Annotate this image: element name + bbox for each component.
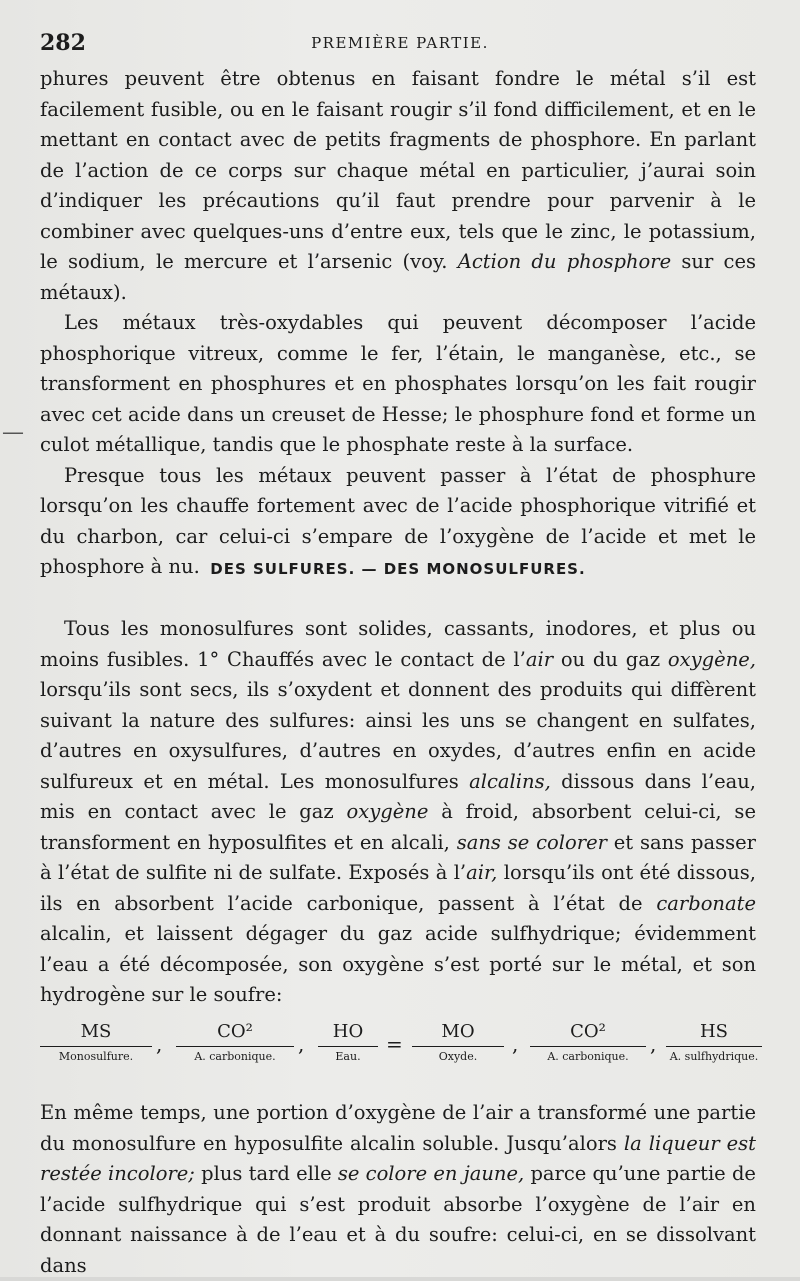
equation-comma: , <box>298 1032 305 1056</box>
paragraph: Tous les monosulfures sont solides, cassants, inodores, et plus ou moins fusibles. 1° Chauffés avec le contact de l’air ou du gaz oxygène, lorsqu’ils sont secs, ils s’oxydent et donnent des produits qui diffèrent suivant la nature des sulfures: ainsi les uns se changent en sulfates, d’autres en oxysulfures, d’autres en oxydes, d’autres enfin en acide sulfureux et en métal. Les monosulfures alcalins, dissous dans l’eau, mis en contact avec le gaz oxygène à froid, absorbent celui-ci, se transforment en hyposulfites et en alcali, sans se colorer et sans passer à l’état de sulfite ni de sulfate. Exposés à l’air, lorsqu’ils ont été dissous, ils en absorbent l’acide carbonique, passent à l’état de carbonate alcalin, et laissent dégager du gaz acide sulfhydrique; évidemment l’eau a été décomposée, son oxygène s’est porté sur le métal, et son hydrogène sur le soufre: <box>40 617 756 1006</box>
equation-comma: , <box>512 1032 519 1056</box>
equation-term: HO Eau. <box>318 1018 378 1066</box>
equation-term: CO² A. carbonique. <box>176 1018 294 1066</box>
paragraph: phures peuvent être obtenus en faisant fondre le métal s’il est facilement fusible, ou en le faisant rougir s’il fond difficilement, et en le mettant en contact avec de petits fragments de phosphore. En parlant de l’action de ce corps sur chaque métal en particulier, j’aurai soin d’indiquer les précautions qu’il faut prendre pour parvenir à le combiner avec quelques-uns d’entre eux, tels que le zinc, le potassium, le sodium, le mercure et l’arsenic (voy. Action du phosphore sur ces métaux). <box>40 67 757 304</box>
equation-comma: , <box>650 1032 657 1056</box>
page-number: 282 <box>40 30 86 56</box>
equation-term: HS A. sulfhydrique. <box>666 1018 762 1066</box>
paragraph: En même temps, une portion d’oxygène de l’air a transformé une partie du monosulfure en hyposulfite alcalin soluble. Jusqu’alors la liqueur est restée incolore; plus tard elle se colore en jaune, parce qu’une partie de l’acide sulfhydrique qui s’est produit absorbe l’oxygène de l’air en donnant naissance à de l’eau et à du soufre: celui-ci, en se dissolvant dans <box>40 1101 756 1277</box>
equation-term: MO Oxyde. <box>412 1018 504 1066</box>
text-block-monosulfures <box>40 614 756 1011</box>
text-block-final <box>40 1098 756 1281</box>
margin-mark: — <box>2 420 24 445</box>
equation-comma: , <box>156 1032 163 1056</box>
chemical-equation <box>36 1018 764 1080</box>
section-heading: DES SULFURES. — DES MONOSULFURES. <box>210 560 586 578</box>
equation-term: CO² A. carbonique. <box>530 1018 646 1066</box>
paragraph: Presque tous les métaux peuvent passer à l’état de phosphure lorsqu’on les chauffe fortement avec de l’acide phosphorique vitrifié et du charbon, car celui-ci s’empare de l’oxygène de l’acide et met le phosphore à nu. <box>40 463 756 578</box>
equation-equals: = <box>386 1032 403 1056</box>
page-header <box>40 30 760 62</box>
running-title: PREMIÈRE PARTIE. <box>311 34 489 52</box>
paragraph: Les métaux très-oxydables qui peuvent décomposer l’acide phosphorique vitreux, comme le fer, l’étain, le manganèse, etc., se transforment en phosphures et en phosphates lorsqu’on les fait rougir avec cet acide dans un creuset de Hesse; le phosphure fond et forme un culot métallique, tandis que le phosphate reste à la surface. <box>40 311 756 456</box>
equation-term: MS Monosulfure. <box>40 1018 152 1066</box>
text-block-phosphures <box>40 64 756 583</box>
